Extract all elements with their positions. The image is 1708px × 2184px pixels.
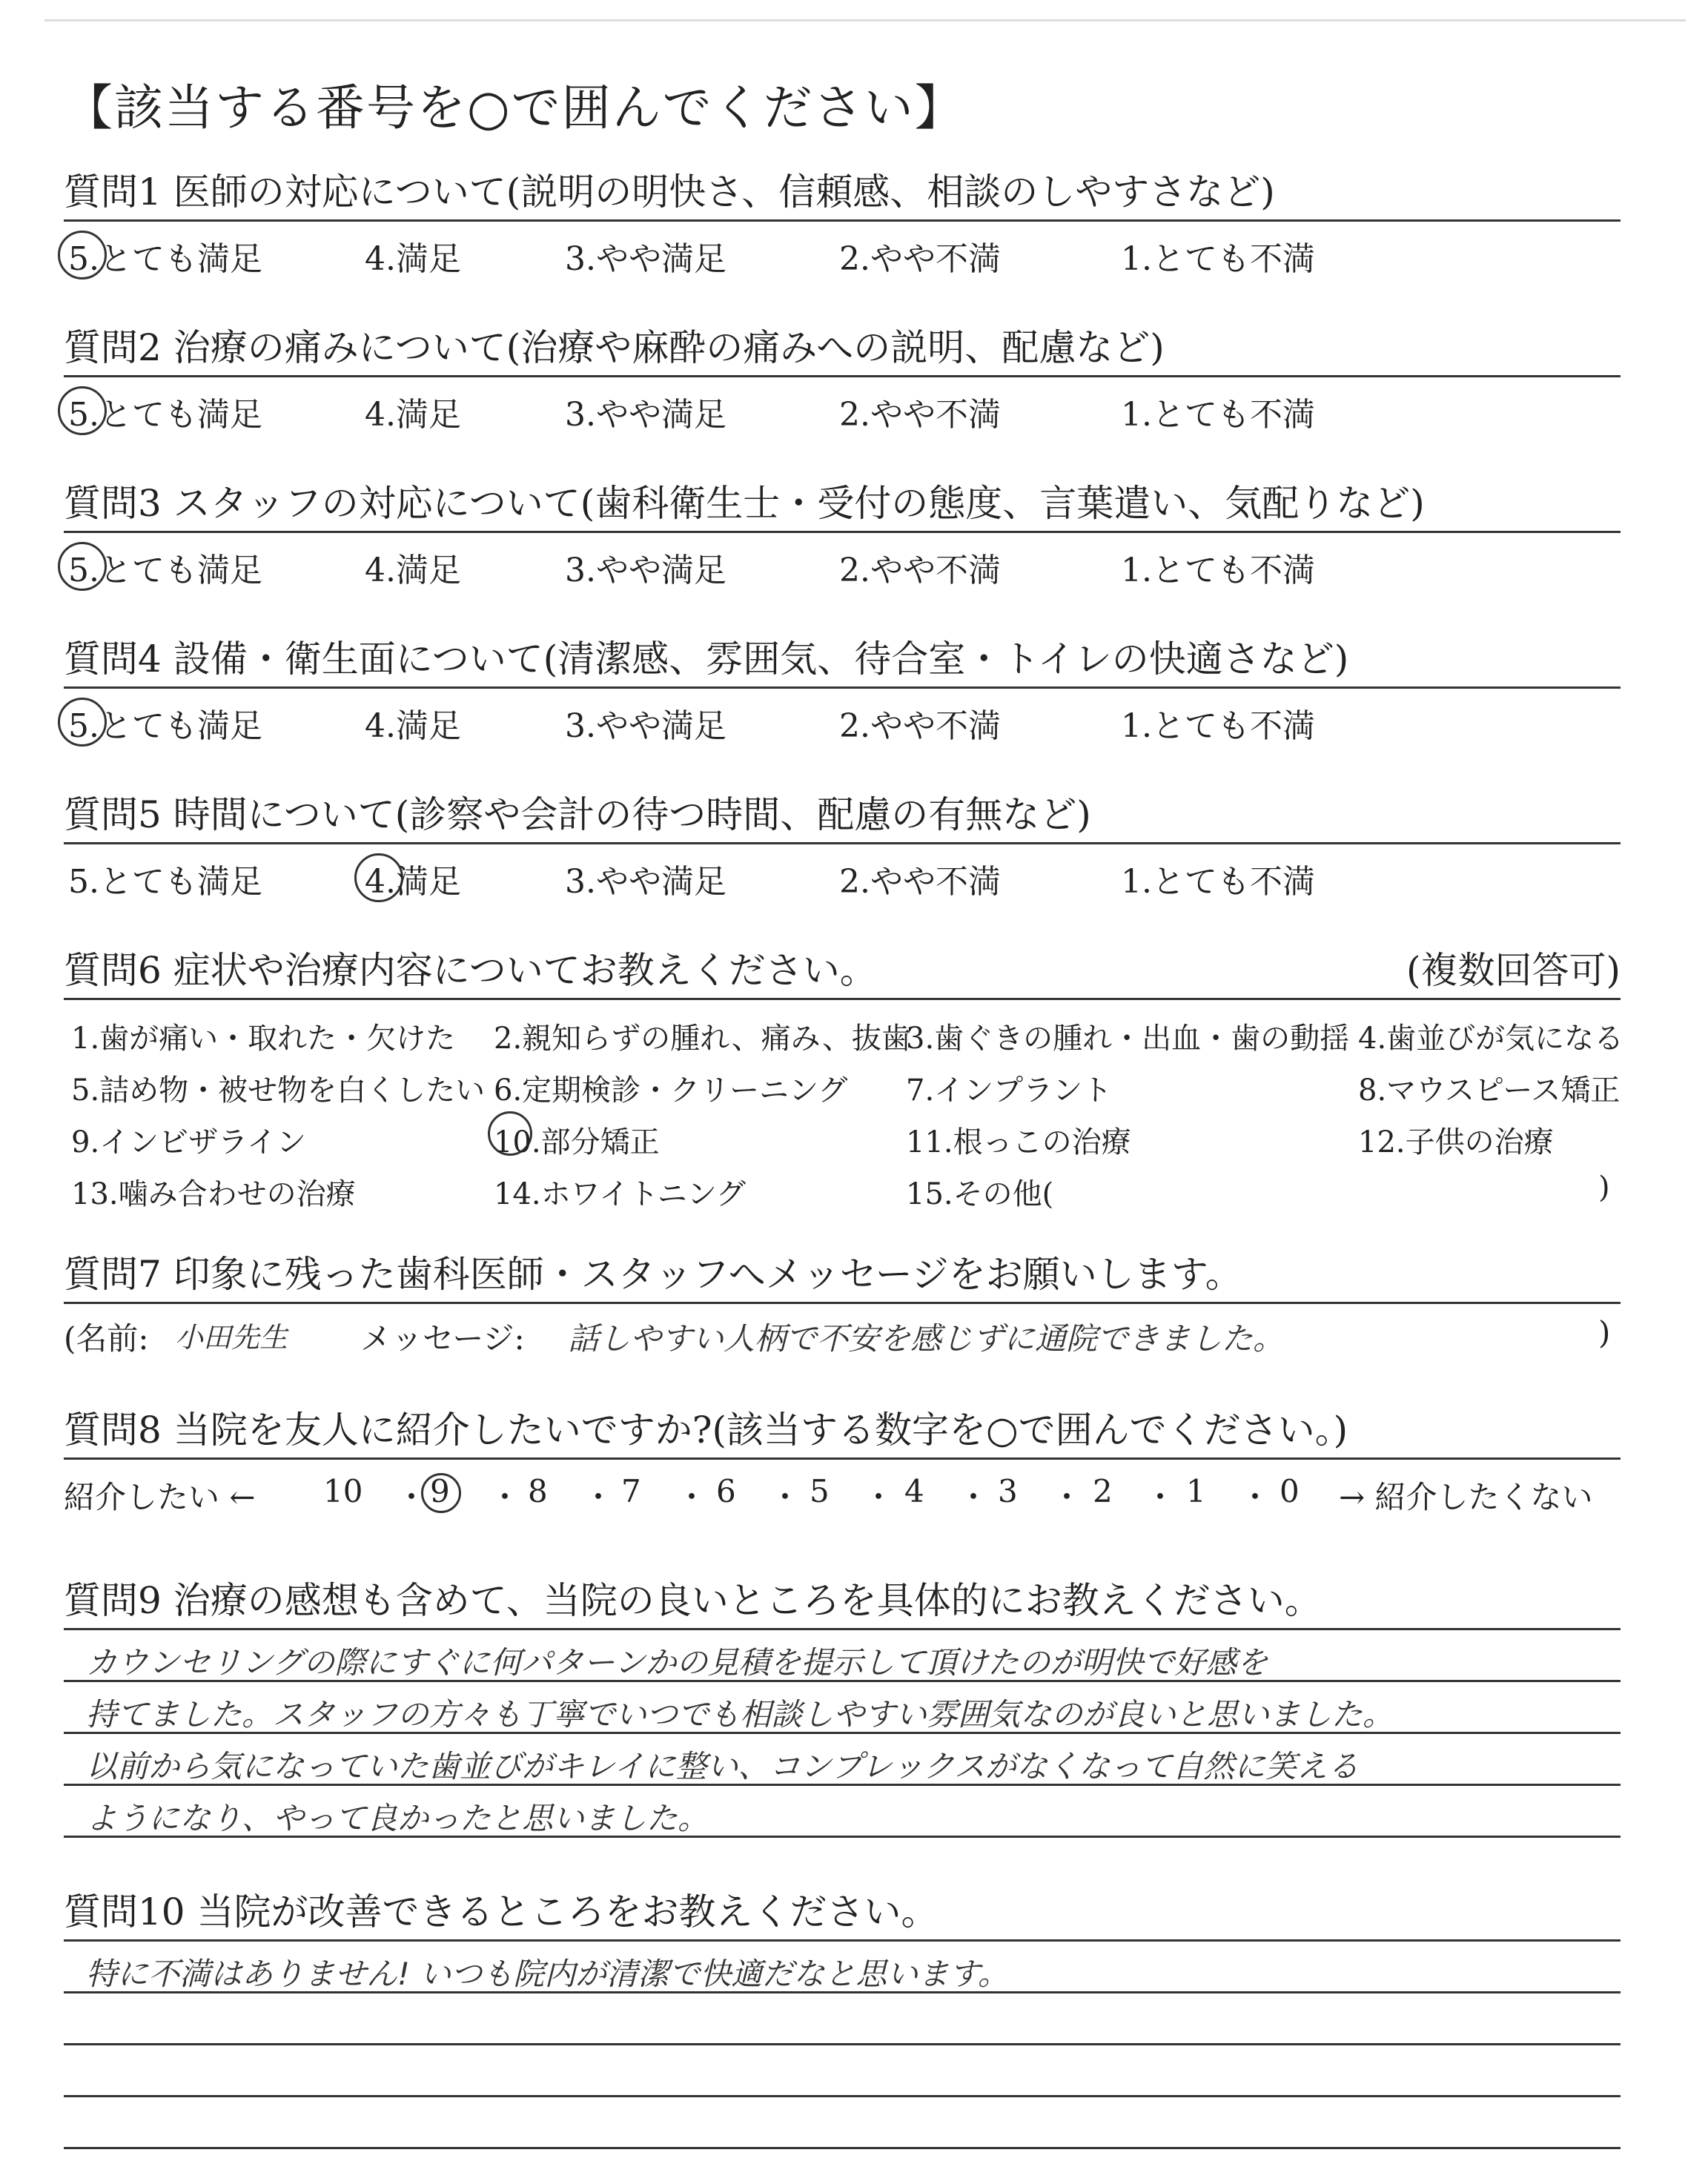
- scale-value-9[interactable]: 9: [430, 1473, 450, 1509]
- symptom-option-14[interactable]: 14.ホワイトニング: [494, 1177, 747, 1211]
- rating-options: [64, 222, 1621, 281]
- scale-dot: ・: [958, 1479, 990, 1515]
- scale-dot: ・: [1051, 1479, 1083, 1515]
- scale-value-0[interactable]: 0: [1280, 1473, 1300, 1509]
- scale-dot: ・: [769, 1479, 801, 1515]
- question-5: [64, 787, 1621, 904]
- question-8-label: 質問8 当院を友人に紹介したいですか?(該当する数字を○で囲んでください。): [64, 1409, 1348, 1452]
- question-6-header: [64, 943, 1621, 998]
- symptom-option-3[interactable]: 3.歯ぐきの腫れ・出血・歯の動揺: [906, 1022, 1350, 1056]
- rating-option-4[interactable]: 4.満足: [365, 552, 461, 589]
- message-value[interactable]: 話しやすい人柄で不安を感じずに通院できました。: [568, 1320, 1285, 1357]
- question-5-label: 質問5 時間について(診察や会計の待つ時間、配慮の有無など): [64, 793, 1091, 836]
- question-6-label: 質問6 症状や治療内容についてお教えください。: [64, 949, 877, 992]
- symptom-option-5[interactable]: 5.詰め物・被せ物を白くしたい: [71, 1073, 486, 1108]
- rating-option-5[interactable]: 5.とても満足: [68, 396, 262, 434]
- rating-option-2[interactable]: 2.やや不満: [839, 707, 1001, 745]
- ruled-line: [64, 1732, 1621, 1734]
- rating-option-2[interactable]: 2.やや不満: [839, 863, 1001, 901]
- question-8: [64, 1403, 1621, 1526]
- question-4-label: 質問4 設備・衛生面について(清潔感、雰囲気、待合室・トイレの快適さなど): [64, 638, 1349, 681]
- question-2: [64, 320, 1621, 437]
- symptom-option-9[interactable]: 9.インビザライン: [71, 1125, 306, 1159]
- rating-option-3[interactable]: 3.やや満足: [565, 863, 726, 901]
- rating-option-3[interactable]: 3.やや満足: [565, 396, 726, 434]
- answer-line-1[interactable]: 特に不満はありません! いつも院内が清潔で快適だなと思います。: [86, 1956, 1009, 1992]
- rating-option-2[interactable]: 2.やや不満: [839, 240, 1001, 278]
- rating-option-1[interactable]: 1.とても不満: [1121, 240, 1315, 278]
- symptom-option-11[interactable]: 11.根っこの治療: [906, 1125, 1131, 1159]
- question-10-label: 質問10 当院が改善できるところをお教えください。: [64, 1890, 939, 1933]
- scale-value-6[interactable]: 6: [716, 1473, 736, 1509]
- symptom-option-8[interactable]: 8.マウスピース矯正: [1358, 1073, 1621, 1108]
- rating-option-2[interactable]: 2.やや不満: [839, 396, 1001, 434]
- answer-line-4[interactable]: ようになり、やって良かったと思いました。: [86, 1800, 709, 1836]
- symptom-option-7[interactable]: 7.インプラント: [906, 1073, 1113, 1108]
- question-9-label: 質問9 治療の感想も含めて、当院の良いところを具体的にお教えください。: [64, 1579, 1322, 1622]
- name-value[interactable]: 小田先生: [175, 1321, 288, 1354]
- multiple-answer-note: (複数回答可): [1406, 949, 1621, 992]
- symptom-options: [64, 1000, 1624, 1215]
- ruled-line: [64, 2095, 1621, 2097]
- question-9: [64, 1573, 1621, 1895]
- question-1: [64, 165, 1621, 281]
- rating-option-5[interactable]: 5.とても満足: [68, 707, 262, 745]
- rating-option-5[interactable]: 5.とても満足: [68, 863, 262, 901]
- referral-scale: [64, 1460, 1621, 1526]
- question-1-label: 質問1 医師の対応について(説明の明快さ、信頼感、相談のしやすさなど): [64, 171, 1275, 214]
- rating-option-1[interactable]: 1.とても不満: [1121, 552, 1315, 589]
- ruled-line: [64, 1628, 1621, 1630]
- rating-option-4[interactable]: 4.満足: [365, 707, 461, 745]
- message-label: メッセージ:: [360, 1320, 525, 1357]
- rating-options: [64, 377, 1621, 437]
- ruled-line: [64, 1680, 1621, 1682]
- scale-dot: ・: [1145, 1479, 1176, 1515]
- scale-value-7[interactable]: 7: [621, 1473, 641, 1509]
- scale-value-1[interactable]: 1: [1186, 1473, 1206, 1509]
- rating-option-1[interactable]: 1.とても不満: [1121, 707, 1315, 745]
- scale-value-10[interactable]: 10: [323, 1473, 363, 1509]
- message-close-paren: ): [1598, 1314, 1611, 1351]
- symptom-option-6[interactable]: 6.定期検診・クリーニング: [494, 1073, 848, 1108]
- top-border: [44, 19, 1686, 21]
- scale-dot: ・: [489, 1479, 521, 1515]
- rating-option-1[interactable]: 1.とても不満: [1121, 863, 1315, 901]
- symptom-option-4[interactable]: 4.歯並びが気になる: [1358, 1022, 1624, 1056]
- question-4: [64, 632, 1621, 748]
- scale-dot: ・: [676, 1479, 708, 1515]
- scale-value-5[interactable]: 5: [810, 1473, 830, 1509]
- scale-dot: ・: [863, 1479, 895, 1515]
- rating-options: [64, 844, 1621, 904]
- question-2-label: 質問2 治療の痛みについて(治療や麻酔の痛みへの説明、配慮など): [64, 326, 1165, 369]
- scale-value-8[interactable]: 8: [528, 1473, 548, 1509]
- answer-line-3[interactable]: 以前から気になっていた歯並びがキレイに整い、コンプレックスがなくなって自然に笑える: [86, 1748, 1359, 1784]
- scale-right-label: → 紹介したくない: [1339, 1479, 1593, 1515]
- survey-title: 【該当する番号を○で囲んでください】: [64, 79, 965, 136]
- scale-dot: ・: [1239, 1479, 1271, 1515]
- name-label: (名前:: [64, 1320, 149, 1357]
- ruled-line: [64, 1939, 1621, 1942]
- rating-option-3[interactable]: 3.やや満足: [565, 552, 726, 589]
- rating-option-1[interactable]: 1.とても不満: [1121, 396, 1315, 434]
- symptom-option-15[interactable]: 15.その他(: [906, 1177, 1054, 1211]
- scale-value-2[interactable]: 2: [1093, 1473, 1113, 1509]
- ruled-line: [64, 1991, 1621, 1993]
- question-3-label: 質問3 スタッフの対応について(歯科衛生士・受付の態度、言葉遣い、気配りなど): [64, 482, 1425, 525]
- symptom-option-2[interactable]: 2.親知らずの腫れ、痛み、抜歯: [494, 1022, 911, 1056]
- rating-option-3[interactable]: 3.やや満足: [565, 240, 726, 278]
- rating-option-5[interactable]: 5.とても満足: [68, 552, 262, 589]
- question-6: [64, 943, 1624, 1215]
- rating-options: [64, 689, 1621, 748]
- answer-lines: [64, 1628, 1621, 1895]
- scale-value-4[interactable]: 4: [904, 1473, 924, 1509]
- scale-left-label: 紹介したい ←: [64, 1479, 256, 1515]
- scale-dot: ・: [396, 1479, 428, 1515]
- answer-line-1[interactable]: カウンセリングの際にすぐに何パターンかの見積を提示して頂けたのが明快で好感を: [86, 1644, 1268, 1681]
- question-10: [64, 1884, 1621, 2184]
- rating-option-4[interactable]: 4.満足: [365, 396, 461, 434]
- rating-option-4[interactable]: 4.満足: [365, 240, 461, 278]
- rating-option-2[interactable]: 2.やや不満: [839, 552, 1001, 589]
- ruled-line: [64, 1784, 1621, 1786]
- question-3: [64, 476, 1621, 592]
- question-7: [64, 1247, 1621, 1371]
- symptom-option-13[interactable]: 13.噛み合わせの治療: [71, 1177, 356, 1211]
- rating-option-3[interactable]: 3.やや満足: [565, 707, 726, 745]
- question-7-label: 質問7 印象に残った歯科医師・スタッフへメッセージをお願いします。: [64, 1253, 1242, 1296]
- symptom-option-10[interactable]: 10.部分矯正: [494, 1125, 660, 1159]
- message-row: [64, 1304, 1621, 1371]
- ruled-line: [64, 2043, 1621, 2045]
- ruled-line: [64, 1836, 1621, 1838]
- symptom-option-1[interactable]: 1.歯が痛い・取れた・欠けた: [71, 1022, 456, 1056]
- rating-options: [64, 533, 1621, 592]
- answer-lines: [64, 1939, 1621, 2184]
- answer-line-2[interactable]: 持てました。スタッフの方々も丁寧でいつでも相談しやすい雰囲気なのが良いと思いました。: [86, 1696, 1394, 1733]
- other-close-paren: ): [1598, 1171, 1610, 1205]
- scale-dot: ・: [583, 1479, 615, 1515]
- scale-value-3[interactable]: 3: [998, 1473, 1018, 1509]
- symptom-option-12[interactable]: 12.子供の治療: [1358, 1125, 1554, 1159]
- rating-option-5[interactable]: 5.とても満足: [68, 240, 262, 278]
- ruled-line: [64, 2147, 1621, 2149]
- rating-option-4[interactable]: 4.満足: [365, 863, 461, 901]
